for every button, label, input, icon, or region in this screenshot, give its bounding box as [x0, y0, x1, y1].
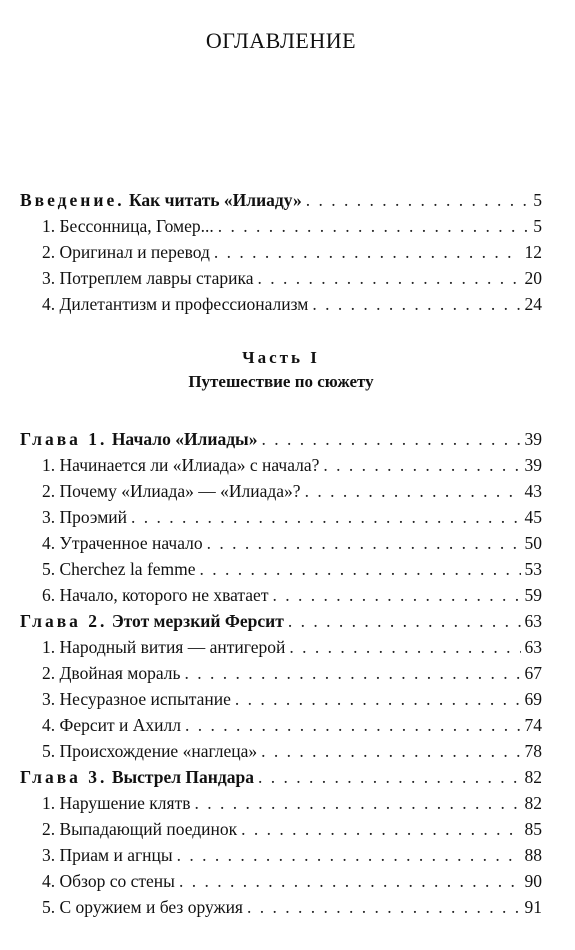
page-number: 20	[524, 268, 542, 288]
page-number: 82	[524, 793, 542, 813]
dot-leader	[131, 504, 520, 530]
page-number: 74	[524, 715, 542, 735]
page-number: 45	[524, 507, 542, 527]
page-number: 69	[524, 689, 542, 709]
entry-title: 3. Потреплем лавры старика	[42, 268, 254, 288]
dot-leader	[261, 426, 520, 452]
toc-entry[interactable]	[20, 239, 542, 265]
toc-entry[interactable]	[20, 452, 542, 478]
toc-entry[interactable]	[20, 868, 542, 894]
part-heading	[20, 346, 542, 394]
entry-title: 5. Происхождение «наглеца»	[42, 741, 258, 761]
dot-leader	[207, 530, 521, 556]
page-number: 5	[533, 190, 542, 210]
dot-leader	[289, 634, 520, 660]
entry-title: 1. Народный вития — антигерой	[42, 637, 286, 657]
chapter-title: Этот мерзкий Ферсит	[111, 611, 284, 631]
intro-prefix: Введение.	[20, 190, 125, 210]
dot-leader	[177, 842, 521, 868]
toc-entry[interactable]	[20, 894, 542, 920]
intro-title: Как читать «Илиаду»	[128, 190, 302, 210]
entry-title: 5. С оружием и без оружия	[42, 897, 243, 917]
toc-entry-chapter-3[interactable]	[20, 764, 542, 790]
dot-leader	[214, 239, 521, 265]
page-number: 91	[524, 897, 542, 917]
page-number: 43	[524, 481, 542, 501]
toc-entry[interactable]	[20, 504, 542, 530]
toc-entry[interactable]	[20, 213, 542, 239]
chapter-prefix: Глава 2.	[20, 611, 108, 631]
page-number: 24	[524, 294, 542, 314]
dot-leader	[184, 660, 520, 686]
entry-title: 6. Начало, которого не хватает	[42, 585, 269, 605]
intro-heading	[20, 187, 302, 213]
chapter-heading	[20, 426, 257, 452]
page-number: 5	[533, 216, 542, 236]
entry-title: 1. Нарушение клятв	[42, 793, 191, 813]
chapter-title: Выстрел Пандара	[111, 767, 254, 787]
dot-leader	[272, 582, 520, 608]
part-subtitle: Путешествие по сюжету	[188, 372, 374, 391]
chapters-section	[20, 426, 542, 920]
toc-entry-chapter-2[interactable]	[20, 608, 542, 634]
entry-title: 3. Несуразное испытание	[42, 689, 231, 709]
page-number: 53	[524, 559, 542, 579]
toc-entry-intro[interactable]	[20, 187, 542, 213]
toc-entry[interactable]	[20, 686, 542, 712]
page-number: 67	[524, 663, 542, 683]
dot-leader	[200, 556, 521, 582]
chapter-prefix: Глава 1.	[20, 429, 108, 449]
dot-leader	[312, 291, 520, 317]
entry-title: 3. Проэмий	[42, 507, 128, 527]
dot-leader	[247, 894, 521, 920]
dot-leader	[305, 478, 521, 504]
entry-title: 1. Бессонница, Гомер...	[42, 216, 214, 236]
toc-entry[interactable]	[20, 556, 542, 582]
page-number: 59	[524, 585, 542, 605]
entry-title: 2. Оригинал и перевод	[42, 242, 210, 262]
dot-leader	[258, 764, 521, 790]
chapter-title: Начало «Илиады»	[111, 429, 258, 449]
toc-entry[interactable]	[20, 478, 542, 504]
page-number: 39	[524, 455, 542, 475]
toc-entry[interactable]	[20, 660, 542, 686]
entry-title: 4. Ферсит и Ахилл	[42, 715, 181, 735]
chapter-heading	[20, 764, 254, 790]
dot-leader	[195, 790, 521, 816]
dot-leader	[288, 608, 521, 634]
dot-leader	[323, 452, 520, 478]
toc-entry[interactable]	[20, 816, 542, 842]
dot-leader	[235, 686, 521, 712]
toc-entry[interactable]	[20, 790, 542, 816]
page-title: ОГЛАВЛЕНИЕ	[205, 28, 357, 53]
page-number: 63	[524, 637, 542, 657]
toc-entry[interactable]	[20, 842, 542, 868]
toc-entry[interactable]	[20, 265, 542, 291]
toc-entry[interactable]	[20, 582, 542, 608]
toc-entry[interactable]	[20, 712, 542, 738]
entry-title: 4. Дилетантизм и профессионализм	[42, 294, 309, 314]
part-title: Часть I	[242, 348, 320, 367]
chapter-prefix: Глава 3.	[20, 767, 108, 787]
toc-entry-chapter-1[interactable]	[20, 426, 542, 452]
dot-leader	[179, 868, 521, 894]
page-number: 88	[524, 845, 542, 865]
toc-entry[interactable]	[20, 634, 542, 660]
page-number: 39	[524, 429, 542, 449]
page-number: 82	[524, 767, 542, 787]
toc-entry[interactable]	[20, 291, 542, 317]
page-number: 78	[524, 741, 542, 761]
entry-title: 2. Почему «Илиада» — «Илиада»?	[42, 481, 301, 501]
dot-leader	[185, 712, 521, 738]
entry-title: 4. Утраченное начало	[42, 533, 203, 553]
intro-section	[20, 187, 542, 317]
toc-page	[20, 0, 542, 950]
toc-entry[interactable]	[20, 530, 542, 556]
page-number: 90	[524, 871, 542, 891]
entry-title: 5. Cherchez la femme	[42, 559, 196, 579]
page-number: 85	[524, 819, 542, 839]
dot-leader	[306, 187, 530, 213]
dot-leader	[261, 738, 520, 764]
page-number: 63	[524, 611, 542, 631]
entry-title: 2. Выпадающий поединок	[42, 819, 238, 839]
entry-title: 1. Начинается ли «Илиада» с начала?	[42, 455, 320, 475]
page-number: 12	[524, 242, 542, 262]
dot-leader	[218, 213, 530, 239]
dot-leader	[258, 265, 521, 291]
chapter-heading	[20, 608, 284, 634]
page-number: 50	[524, 533, 542, 553]
entry-title: 2. Двойная мораль	[42, 663, 181, 683]
toc-entry[interactable]	[20, 738, 542, 764]
entry-title: 4. Обзор со стены	[42, 871, 175, 891]
dot-leader	[241, 816, 520, 842]
entry-title: 3. Приам и агнцы	[42, 845, 173, 865]
